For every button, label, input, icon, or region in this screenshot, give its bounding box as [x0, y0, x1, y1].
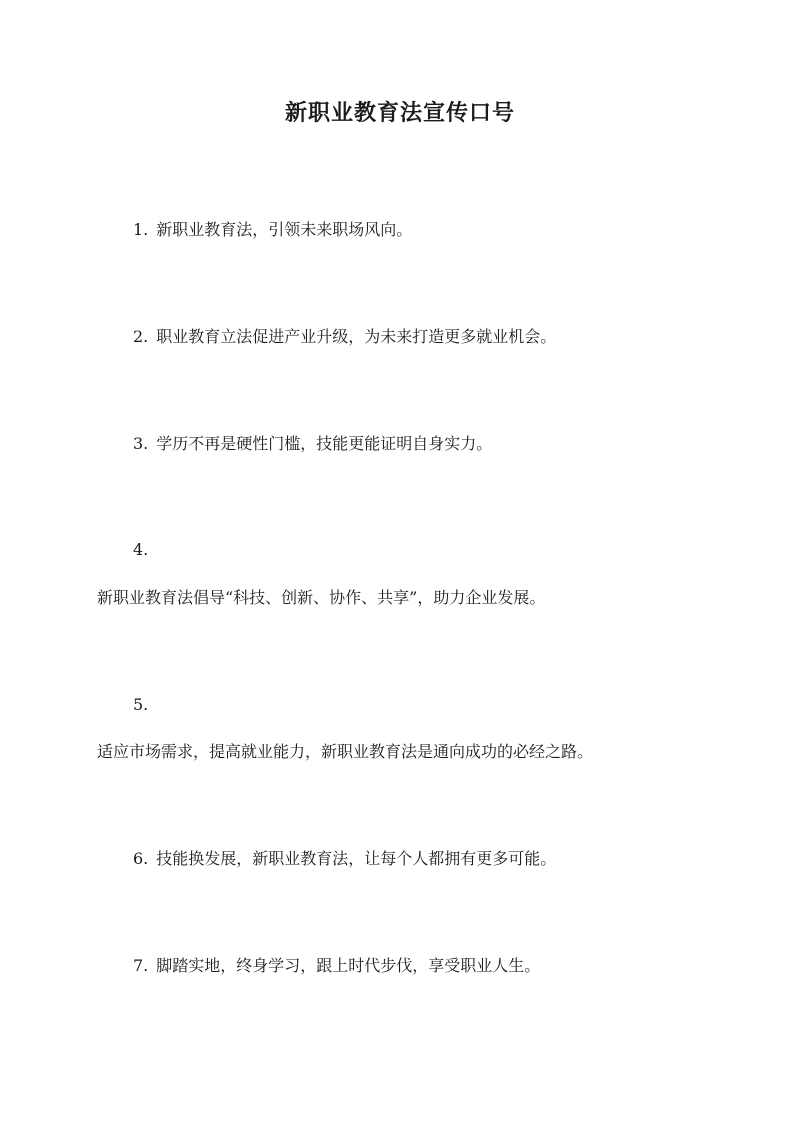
item-number: 6.: [133, 849, 149, 868]
slogan-item-7: [133, 956, 540, 976]
document-title: 新职业教育法宣传口号: [284, 100, 515, 126]
item-text: 学历不再是硬性门槛，技能更能证明自身实力。: [156, 434, 493, 453]
slogan-item-6: [133, 849, 556, 869]
item-text: 脚踏实地，终身学习，跟上时代步伐，享受职业人生。: [156, 956, 541, 975]
slogan-item-5-number: 5.: [133, 695, 149, 714]
slogan-item-3: [133, 434, 492, 454]
slogan-item-4-text: 新职业教育法倡导“科技、创新、协作、共享”，助力企业发展。: [97, 588, 546, 607]
slogan-item-4-number: 4.: [133, 540, 149, 559]
slogan-item-5-text: 适应市场需求，提高就业能力，新职业教育法是通向成功的必经之路。: [97, 742, 594, 761]
item-number: 7.: [133, 956, 149, 975]
item-number: 3.: [133, 434, 149, 453]
item-text: 新职业教育法，引领未来职场风向。: [156, 220, 413, 239]
slogan-item-1: [133, 220, 412, 240]
item-number: 1.: [133, 220, 149, 239]
item-text: 职业教育立法促进产业升级，为未来打造更多就业机会。: [156, 327, 557, 346]
item-number: 2.: [133, 327, 149, 346]
item-text: 技能换发展，新职业教育法，让每个人都拥有更多可能。: [156, 849, 557, 868]
slogan-item-2: [133, 327, 556, 347]
